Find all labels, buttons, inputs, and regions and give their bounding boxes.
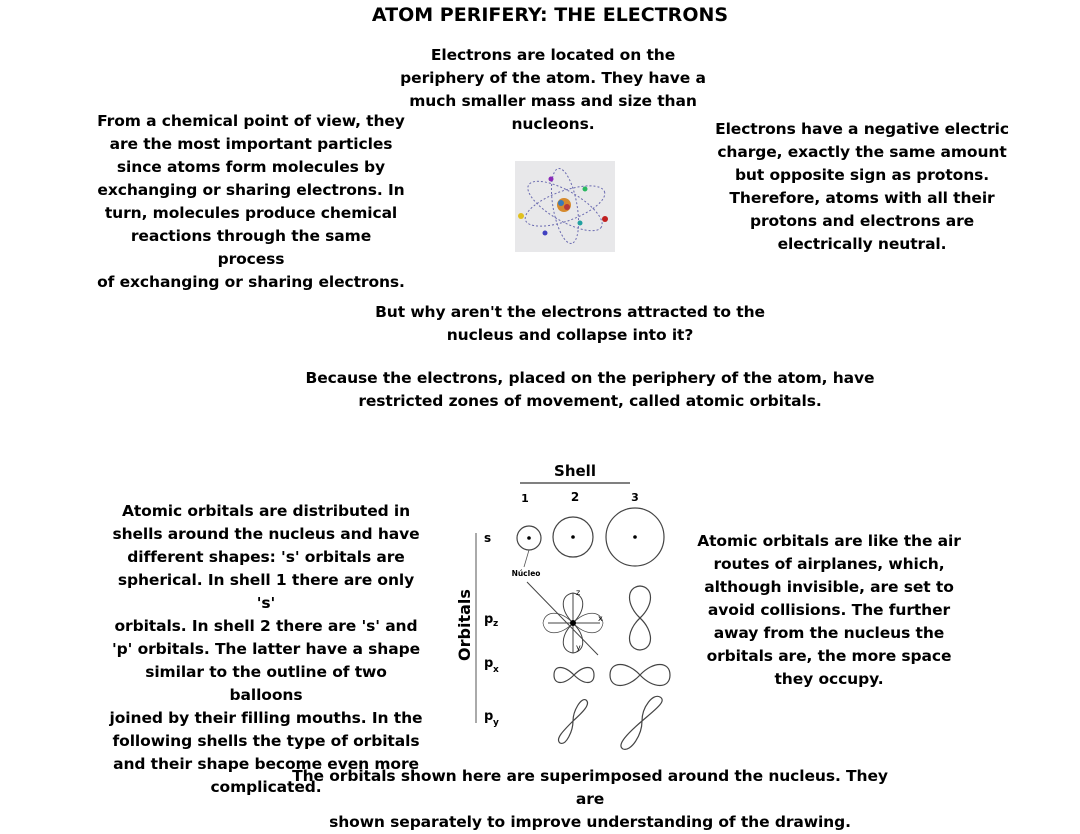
svg-text:p: p xyxy=(484,709,494,724)
row-label-py: y xyxy=(493,718,499,728)
atom-illustration xyxy=(515,161,615,252)
shell-number-1: 1 xyxy=(521,492,529,505)
row-label-pz: z xyxy=(493,619,499,629)
svg-text:p: p xyxy=(484,656,494,671)
axis-x-label: x xyxy=(598,614,603,623)
footer-note: The orbitals shown here are superimposed around the nucleus. They are shown separately to improve understanding of the drawing. xyxy=(292,767,888,831)
shell-number-2: 2 xyxy=(570,490,580,504)
py-orbital-shell-3 xyxy=(621,696,662,749)
py-orbital-shell-2 xyxy=(558,700,587,744)
px-orbital-shell-3 xyxy=(610,665,670,686)
row-label-px: x xyxy=(493,665,499,675)
shell-label: Shell xyxy=(554,462,596,480)
page-title: ATOM PERIFERY: THE ELECTRONS xyxy=(371,4,729,26)
axis-z-label: z xyxy=(576,588,581,597)
electric-charge-paragraph: Electrons have a negative electric charge, exactly the same amount but opposite sign as protons. Therefore, atoms with all their protons and electrons are electrically neutral. xyxy=(715,120,1009,253)
px-orbital-shell-2 xyxy=(554,668,594,683)
row-label-s: s xyxy=(484,531,492,545)
shell-number-3: 3 xyxy=(631,491,639,504)
pz-orbital-shell-3 xyxy=(630,586,651,650)
intro-paragraph: Electrons are located on the periphery of the atom. They have a much smaller mass and size than nucleons. xyxy=(400,46,706,133)
orbitals-label: Orbitals xyxy=(455,589,474,661)
axis-y-label: y xyxy=(576,643,581,652)
nucleo-label: Núcleo xyxy=(511,569,541,578)
orbital-diagram xyxy=(430,455,690,755)
svg-text:p: p xyxy=(484,612,494,627)
air-routes-paragraph: Atomic orbitals are like the air routes of airplanes, which, although invisible, are set to avoid collisions. The further away from the nucleus the orbitals are, the more space they occupy. xyxy=(697,532,961,688)
answer-paragraph: Because the electrons, placed on the periphery of the atom, have restricted zones of movement, called atomic orbitals. xyxy=(305,369,875,410)
chemical-view-paragraph: From a chemical point of view, they are the most important particles since atoms form molecules by exchanging or sharing electrons. In turn, molecules produce chemical reactions through the same process of exchanging or sharing electrons. xyxy=(97,112,405,291)
question-paragraph: But why aren't the electrons attracted to the nucleus and collapse into it? xyxy=(375,303,765,344)
shells-paragraph: Atomic orbitals are distributed in shells around the nucleus and have different shapes: 's' orbitals are spherical. In shell 1 there are only 's' orbitals. In shell 2 there are 's' and 'p' orbitals. The latter have a shape similar to the outline of two balloons joined by their filling mouths. In the following shells the type of orbitals and their shape become even more complicated. xyxy=(109,502,423,796)
